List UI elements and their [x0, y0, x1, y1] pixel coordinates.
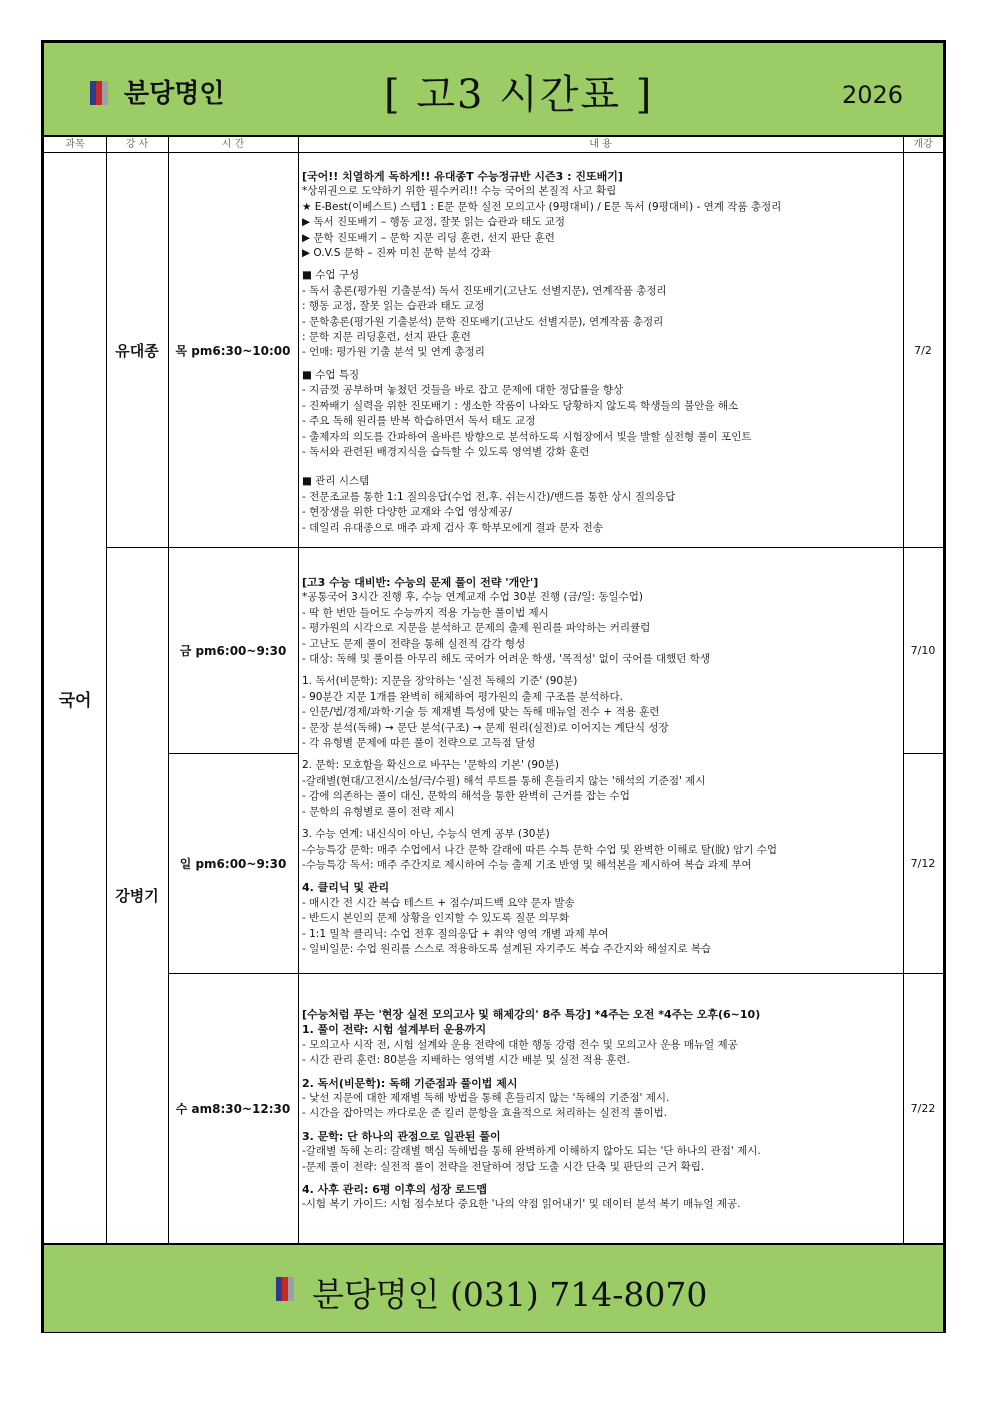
content-line: - 출제자의 의도를 간파하여 올바른 방향으로 분석하도록 시험장에서 빛을 발할 실전형 풀이 포인트 [302, 430, 752, 443]
column-header-time: 시 간 [168, 137, 298, 153]
content-line: - 대상: 독해 및 풀이를 아무리 해도 국어가 어려운 학생, '목적성' 없이 국어를 대했던 학생 [302, 653, 711, 666]
content-line: [수능처럼 푸는 '현장 실전 모의고사 및 해제강의' 8주 특강] *4주는 오전 *4주는 오후(6~10) [302, 1008, 761, 1021]
content-line: - 현장생을 위한 다양한 교재와 수업 영상제공/ [302, 506, 512, 519]
content-line [302, 820, 777, 827]
start-date-cell: 7/2 [914, 343, 932, 357]
content-line: - 언매: 평가원 기출 분석 및 연계 총정리 [302, 346, 485, 359]
content-line [302, 1175, 761, 1182]
content-line: 4. 클리닉 및 관리 [302, 881, 390, 895]
content-line [302, 751, 777, 758]
content-line: [국어!! 치열하게 독하게!! 유대종T 수능정규반 시즌3 : 진또배기] [302, 170, 623, 183]
content-line: - 문학의 유형별로 풀이 전략 제시 [302, 805, 455, 818]
content-line [302, 873, 777, 880]
content-line: : 행동 교정, 잘못 읽는 습관과 태도 교정 [302, 300, 485, 313]
content-line: ★ E-Best(이베스트) 스텝1 : E문 문학 실전 모의고사 (9평대비) / E문 독서 (9평대비) - 연계 작품 총정리 [302, 200, 782, 213]
content-line: 2. 독서(비문학): 독해 기준점과 풀이법 제시 [302, 1076, 518, 1090]
content-line: -갈래별(현대/고전시/소설/극/수필) 해석 루트를 통해 흔들리지 않는 '해석의 기준점' 제시 [302, 774, 706, 787]
content-line: -시험 복기 가이드: 시험 점수보다 중요한 '나의 약점 읽어내기' 및 데이터 분석 복기 매뉴얼 제공. [302, 1198, 741, 1211]
content-line: 3. 문학: 단 하나의 관점으로 일관된 풀이 [302, 1129, 501, 1143]
content-line: ▶ 문학 진또배기 – 문학 지문 리딩 훈련, 선지 판단 훈련 [302, 231, 555, 244]
time-cell: 수 am8:30~12:30 [175, 1102, 291, 1116]
time-cell: 목 pm6:30~10:00 [175, 343, 291, 358]
brand-logo-icon [276, 1277, 294, 1301]
content-line: -수능특강 독서: 매주 주간지로 제시하여 수능 출제 기조 반영 및 해석본을 제시하여 복습 과제 부여 [302, 858, 752, 871]
content-line: - 문장 분석(독해) → 문단 분석(구조) → 문제 원리(실전)로 이어지는 계단식 성장 [302, 721, 669, 734]
footer-contact: 분당명인 (031) 714-8070 [312, 1275, 708, 1314]
brand-name: 분당명인 [124, 79, 225, 109]
content-line: - 감에 의존하는 풀이 대신, 문학의 해석을 통한 완벽히 근거를 잡는 수업 [302, 790, 630, 803]
content-line: - 독서 총론(평가원 기출분석) 독서 진또배기(고난도 선별지문), 연계작품 총정리 [302, 284, 667, 297]
teacher-cell: 강병기 [115, 887, 159, 905]
content-line: - 인문/법/경제/과학·기술 등 제재별 특성에 맞는 독해 매뉴얼 전수 + 적용 훈련 [302, 706, 660, 719]
content-line: 1. 풀이 전략: 시험 설계부터 운용까지 [302, 1023, 487, 1037]
content-line [302, 361, 781, 368]
content-line: - 90분간 지문 1개를 완벽히 해체하여 평가원의 출제 구조를 분석하다. [302, 690, 623, 703]
content-line [302, 1069, 761, 1076]
start-date-cell: 7/10 [910, 644, 936, 657]
content-line: - 1:1 밀착 클리닉: 수업 전후 질의응답 + 취약 영역 개별 과제 부여 [302, 927, 609, 940]
content-line: -갈래별 독해 논리: 갈래별 핵심 독해법을 통해 완벽하게 이해하지 않아도 되는 '단 하나의 관점' 제시. [302, 1145, 761, 1158]
time-cell: 일 pm6:00~9:30 [179, 857, 287, 871]
content-line: - 시간 관리 훈련: 80분을 지배하는 영역별 시간 배분 및 실전 적용 훈련. [302, 1054, 630, 1067]
content-line: - 시간을 잡아먹는 까다로운 준 킬러 문항을 효율적으로 처리하는 실전적 풀이법. [302, 1107, 668, 1120]
column-header-teacher: 강 사 [106, 137, 168, 153]
column-header-subject: 과목 [44, 137, 106, 153]
content-line: 3. 수능 연계: 내신식이 아닌, 수능식 연계 공부 (30분) [302, 828, 550, 841]
content-line: - 전문조교를 통한 1:1 질의응답(수업 전,후. 쉬는시간)/밴드를 통한 상시 질의응답 [302, 490, 676, 503]
subject-cell: 국어 [58, 690, 92, 711]
course-description-3 [302, 1007, 761, 1213]
content-line [302, 261, 781, 268]
content-line: - 평가원의 시각으로 지문을 분석하고 문제의 출제 원리를 파악하는 커리큘럼 [302, 622, 651, 635]
page-title: [ 고3 시간표 ] [384, 72, 654, 118]
content-line: *상위권으로 도약하기 위한 필수커리!! 수능 국어의 본질적 사고 확립 [302, 185, 617, 198]
content-line: ■ 관리 시스템 [302, 475, 370, 488]
content-line: - 일비일문: 수업 원리를 스스로 적용하도록 설계된 자기주도 복습 주간지와 해설지로 복습 [302, 942, 712, 955]
year-label: 2026 [842, 81, 904, 109]
content-line: - 낯선 지문에 대한 제재별 독해 방법을 통해 흔들리지 않는 '독해의 기준점' 제시. [302, 1092, 670, 1105]
header-banner [44, 43, 943, 137]
content-line [302, 667, 777, 674]
content-line: - 주요 독해 원리를 반복 학습하면서 독서 태도 교정 [302, 415, 536, 428]
content-line: - 모의고사 시작 전, 시험 설계와 운용 전략에 대한 행동 강령 전수 및 모의고사 운용 매뉴얼 제공 [302, 1038, 738, 1051]
content-line: 2. 문학: 모호함을 확신으로 바꾸는 '문학의 기본' (90분) [302, 759, 559, 772]
content-line: - 데일리 유대종으로 매주 과제 검사 후 학부모에게 결과 문자 전송 [302, 521, 603, 534]
timetable-frame [41, 40, 946, 1333]
teacher-cell: 유대종 [115, 341, 159, 360]
content-line [302, 467, 781, 474]
content-line: - 매시간 전 시간 복습 테스트 + 점수/피드백 요약 문자 발송 [302, 896, 575, 909]
content-line: -문제 풀이 전략: 실전적 풀이 전략을 전달하여 정답 도출 시간 단축 및 판단의 근거 확립. [302, 1160, 705, 1173]
content-line: -수능특강 문학: 매주 수업에서 나간 문학 갈래에 따른 수특 문학 수업 및 완벽한 이해로 탈(脫) 암기 수업 [302, 843, 777, 856]
content-line: *공통국어 3시간 진행 후, 수능 연계교재 수업 30분 진행 (금/일: 동일수업) [302, 591, 643, 604]
content-line: ▶ 독서 진또배기 – 행동 교정, 잘못 읽는 습관과 태도 교정 [302, 216, 566, 229]
content-line: : 문학 지문 리딩훈련, 선지 판단 훈련 [302, 331, 471, 344]
content-line: - 독서와 관련된 배경지식을 습득할 수 있도록 영역별 강화 훈련 [302, 445, 590, 458]
course-description-2 [302, 575, 777, 957]
content-line: ▶ O.V.S 문학 – 진짜 미친 문학 분석 강좌 [302, 247, 491, 260]
content-line: - 반드시 본인의 문제 상황을 인지할 수 있도록 질문 의무화 [302, 912, 570, 925]
time-cell: 금 pm6:00~9:30 [179, 644, 287, 658]
brand-logo-icon [90, 81, 108, 105]
content-line: 4. 사후 관리: 6평 이후의 성장 로드맵 [302, 1183, 487, 1197]
content-line: - 고난도 문제 풀이 전략을 통해 실전적 감각 형성 [302, 637, 526, 650]
start-date-cell: 7/22 [910, 1102, 936, 1115]
content-line [302, 460, 781, 467]
column-divider [298, 137, 299, 1243]
content-line: - 딱 한 번만 들어도 수능까지 적용 가능한 풀이법 제시 [302, 606, 549, 619]
content-line: - 각 유형별 문제에 따른 풀이 전략으로 고득점 달성 [302, 737, 536, 750]
content-line: - 문학총론(평가원 기출분석) 문학 진또배기(고난도 선별지문), 연계작품 총정리 [302, 315, 664, 328]
column-header-start: 개강 [903, 137, 943, 153]
content-line [302, 1122, 761, 1129]
content-line: 1. 독서(비문학): 지문을 장악하는 '실전 독해의 기준' (90분) [302, 675, 578, 688]
column-header-content: 내 용 [298, 137, 903, 153]
content-line: ■ 수업 구성 [302, 269, 360, 282]
content-line: ■ 수업 특징 [302, 368, 360, 381]
content-line: - 지금껏 공부하며 놓쳤던 것들을 바로 잡고 문제에 대한 정답률을 향상 [302, 384, 624, 397]
start-date-cell: 7/12 [910, 857, 936, 870]
course-description-1 [302, 169, 781, 536]
content-line: [고3 수능 대비반: 수능의 문제 풀이 전략 '개안'] [302, 576, 539, 589]
content-line: - 진짜배기 실력을 위한 진또배기 : 생소한 작품이 나와도 당황하지 않도록 학생들의 불안을 해소 [302, 399, 739, 412]
footer-banner [44, 1243, 943, 1332]
